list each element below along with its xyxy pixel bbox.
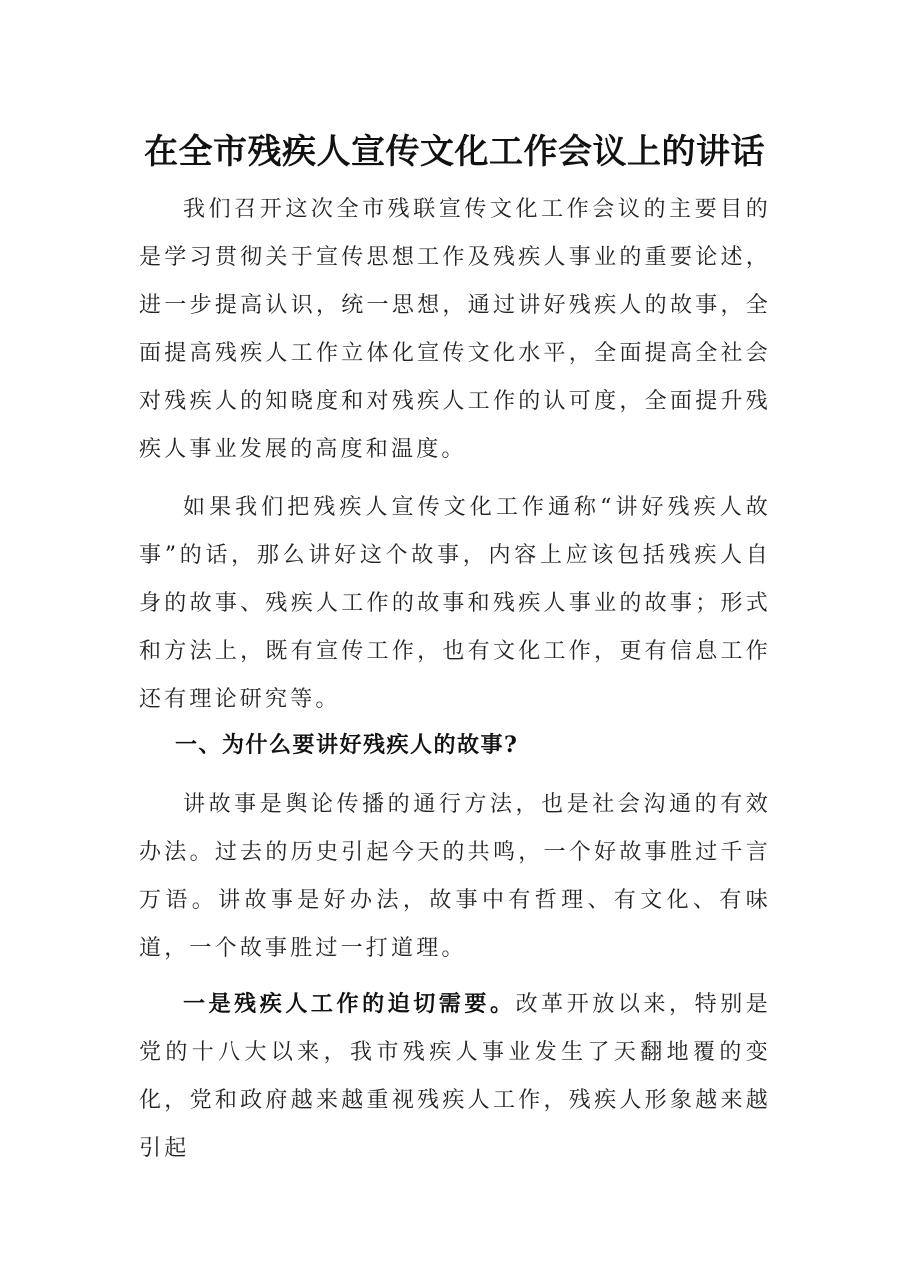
document-title: 在全市残疾人宣传文化工作会议上的讲话 xyxy=(144,132,765,172)
section-heading: 一、为什么要讲好残疾人的故事? xyxy=(175,732,519,758)
paragraph-intro: 我们召开这次全市残联宣传文化工作会议的主要目的是学习贯彻关于宣传思想工作及残疾人事业的重要论述，进一步提高认识，统一思想，通过讲好残疾人的故事，全面提高残疾人工作立体化宣传文化水平，全面提高全社会对残疾人的知晓度和对残疾人工作的认可度，全面提升残疾人事业发展的高度和温度。 xyxy=(139,197,771,462)
paragraph-lead-text: 一是残疾人工作的迫切需要。 xyxy=(183,991,516,1017)
paragraph-body-text: 改革开放以来，特别是党的十八大以来，我市残疾人事业发生了天翻地覆的变化，党和政府越来越重视残疾人工作，残疾人形象越来越引起 xyxy=(139,992,771,1161)
paragraph-first-reason xyxy=(139,980,771,1173)
paragraph-scope: 如果我们把残疾人宣传文化工作通称“讲好残疾人故事”的话，那么讲好这个故事，内容上应该包括残疾人自身的故事、残疾人工作的故事和残疾人事业的故事；形式和方法上，既有宣传工作，也有文化工作，更有信息工作还有理论研究等。 xyxy=(139,495,771,712)
paragraph-storytelling: 讲故事是舆论传播的通行方法，也是社会沟通的有效办法。过去的历史引起今天的共鸣，一个好故事胜过千言万语。讲故事是好办法，故事中有哲理、有文化、有味道，一个故事胜过一打道理。 xyxy=(139,792,771,961)
